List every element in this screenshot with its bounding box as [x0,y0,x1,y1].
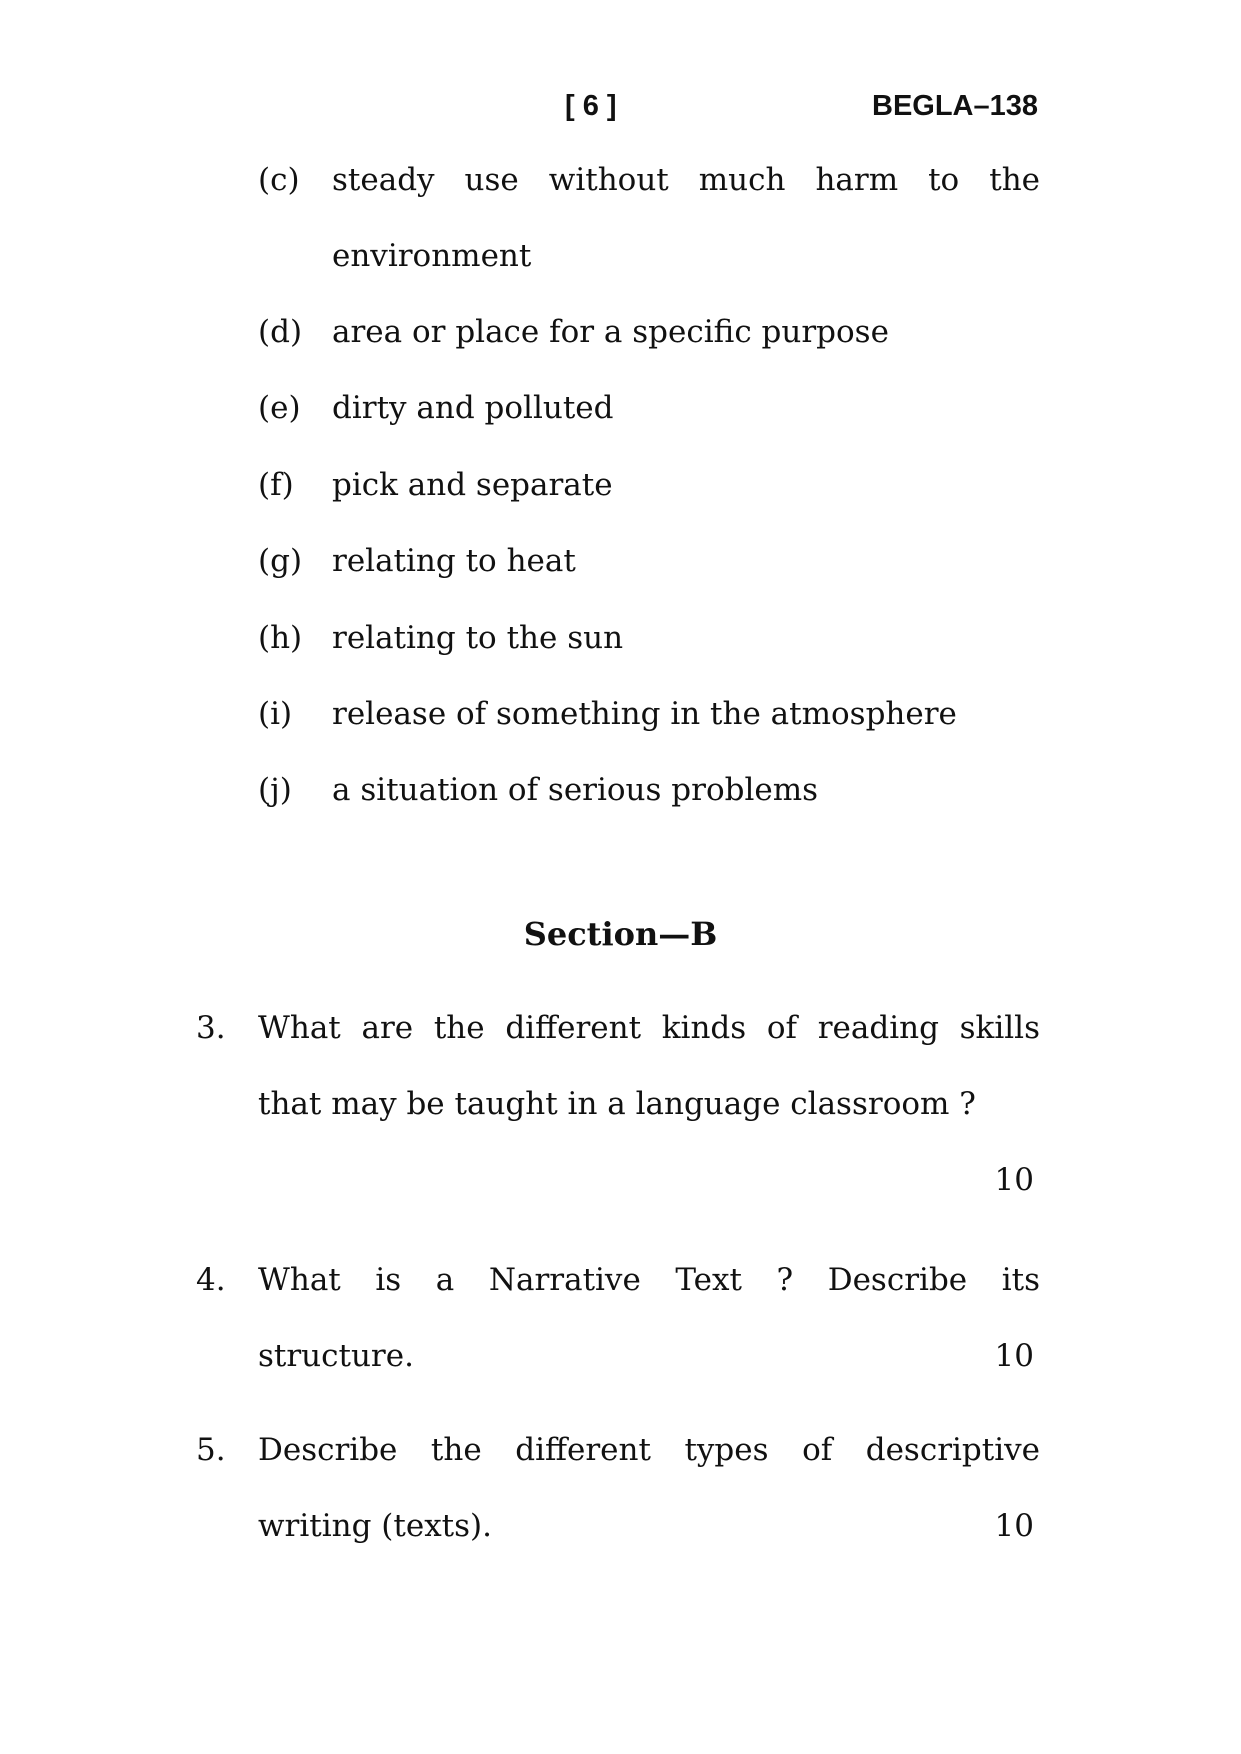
item-text-cont: environment [332,238,532,274]
item-label: (d) [258,314,303,350]
question-text-cont: structure. [258,1338,414,1374]
item-label: (i) [258,696,293,732]
item-label: (c) [258,162,300,198]
item-text: release of something in the atmosphere [332,696,957,732]
item-text: steady use without much harm to the [332,162,1040,198]
item-text: dirty and polluted [332,390,614,426]
page-number: [ 6 ] [565,90,617,122]
question-number: 3. [196,1010,226,1046]
question-text: What are the different kinds of reading skills [258,1010,1040,1046]
section-title: Section—B [523,915,718,953]
question-text-cont: writing (texts). [258,1508,492,1544]
question-marks: 10 [994,1338,1034,1374]
item-label: (g) [258,543,303,579]
item-label: (e) [258,390,301,426]
item-label: (j) [258,772,292,808]
question-text: Describe the different types of descriptive [258,1432,1040,1468]
question-marks: 10 [994,1162,1034,1198]
question-number: 5. [196,1432,226,1468]
item-label: (f) [258,467,294,503]
paper-code: BEGLA–138 [872,90,1039,122]
question-marks: 10 [994,1508,1034,1544]
question-text: What is a Narrative Text ? Describe its [258,1262,1040,1298]
item-text: a situation of serious problems [332,772,819,808]
item-text: area or place for a specific purpose [332,314,889,350]
question-text-cont: that may be taught in a language classroom ? [258,1086,976,1122]
item-label: (h) [258,620,303,656]
item-text: relating to the sun [332,620,624,656]
item-text: pick and separate [332,467,613,503]
question-number: 4. [196,1262,226,1298]
item-text: relating to heat [332,543,576,579]
